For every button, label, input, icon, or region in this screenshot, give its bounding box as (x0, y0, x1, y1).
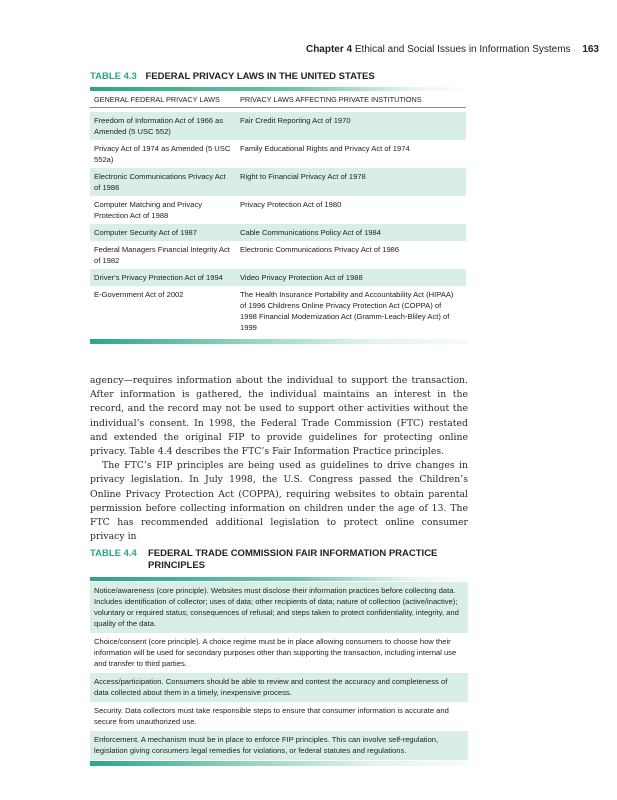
table-row: Access/participation. Consumers should be able to review and contest the accuracy and completeness of data collected about them in a timely, inexpensive process. (90, 673, 468, 702)
table-row: Enforcement. A mechanism must be in place to enforce FIP principles. This can involve self-regulation, legislation giving consumers legal remedies for violations, or federal statutes and regulations. (90, 731, 468, 760)
table-row (90, 224, 466, 241)
cell-private: Video Privacy Protection Act of 1988 (240, 273, 363, 282)
cell-private: Right to Financial Privacy Act of 1978 (240, 172, 366, 181)
table-row (90, 269, 466, 286)
table-number: TABLE 4.4 (90, 548, 137, 559)
table-row (90, 140, 466, 168)
cell-general: Computer Security Act of 1987 (94, 228, 197, 237)
cell-general: Computer Matching and Privacy Protection Act of 1988 (94, 200, 203, 220)
chapter-title: Ethical and Social Issues in Information Systems (354, 44, 571, 55)
table-4-3 (90, 91, 466, 336)
table-title: FEDERAL PRIVACY LAWS IN THE UNITED STATES (145, 71, 375, 82)
page-number: 163 (582, 44, 599, 55)
table-4-4 (90, 582, 468, 760)
column-header-general: GENERAL FEDERAL PRIVACY LAWS (94, 94, 220, 104)
running-head (306, 44, 599, 55)
body-text (90, 374, 468, 544)
table-row: Notice/awareness (core principle). Websites must disclose their information practices before collecting data. Includes identification of collector; uses of data; other recipients of data; nature of collection (active/inactive); voluntary or required status; consequences of refusal; and steps taken to protect confidentiality, integrity, and quality of the data. (90, 582, 468, 633)
table-row (90, 286, 466, 336)
cell-private: Fair Credit Reporting Act of 1970 (240, 116, 351, 125)
table-row (90, 112, 466, 140)
table-row: Security. Data collectors must take responsible steps to ensure that consumer information is accurate and secure from unauthorized use. (94, 706, 449, 726)
table-number: TABLE 4.3 (90, 71, 137, 82)
table-4-4-caption (90, 548, 468, 572)
cell-general: E-Government Act of 2002 (94, 290, 184, 299)
column-header-private: PRIVACY LAWS AFFECTING PRIVATE INSTITUTIONS (240, 94, 422, 104)
table-bottom-rule (90, 339, 468, 344)
cell-private: Privacy Protection Act of 1980 (240, 200, 342, 209)
table-row (90, 168, 466, 196)
table-top-rule (90, 577, 468, 581)
cell-general: Driver's Privacy Protection Act of 1994 (94, 273, 223, 282)
cell-private: Cable Communications Policy Act of 1984 (240, 228, 381, 237)
body-paragraph: agency—requires information about the individual to support the transaction. After information is gathered, the individual maintains an interest in the record, and the record may not be used to support other activities without the individual’s consent. In 1998, the Federal Trade Commission (FTC) restated and extended the original FIP to provide guidelines for protecting online privacy. Table 4.4 describes the FTC’s Fair Information Practice principles. (90, 375, 468, 458)
cell-general: Federal Managers Financial Integrity Act of 1982 (94, 245, 230, 265)
cell-private: Family Educational Rights and Privacy Act of 1974 (240, 144, 410, 153)
body-paragraph: The FTC’s FIP principles are being used as guidelines to drive changes in privacy legislation. In July 1998, the U.S. Congress passed the Children’s Online Privacy Protection Act (COPPA), requiring websites to obtain parental permission before collecting information on children under the age of 13. The FTC has recommended additional legislation to protect online consumer privacy in (90, 460, 468, 543)
table-bottom-rule (90, 761, 468, 766)
cell-general: Freedom of Information Act of 1966 as Amended (5 USC 552) (94, 116, 224, 136)
table-4-3-caption (90, 71, 375, 82)
cell-general: Privacy Act of 1974 as Amended (5 USC 552a) (94, 144, 231, 164)
chapter-label: Chapter 4 (305, 44, 353, 55)
cell-private: The Health Insurance Portability and Accountability Act (HIPAA) of 1996 Childrens Online Privacy Protection Act (COPPA) of 1998 Financial Modernization Act (Gramm-Leach-Bliley Act) of 1999 (240, 290, 454, 332)
table-row (90, 196, 466, 224)
table-header-row (90, 91, 466, 108)
cell-general: Electronic Communications Privacy Act of 1986 (94, 172, 226, 192)
table-title: FEDERAL TRADE COMMISSION FAIR INFORMATION PRACTICE PRINCIPLES (148, 548, 438, 571)
cell-private: Electronic Communications Privacy Act of 1986 (240, 245, 400, 254)
table-row (90, 241, 466, 269)
table-row: Choice/consent (core principle). A choice regime must be in place allowing consumers to choose how their information will be used for secondary purposes other than supporting the transaction, including internal use and transfer to third parties. (94, 637, 457, 668)
